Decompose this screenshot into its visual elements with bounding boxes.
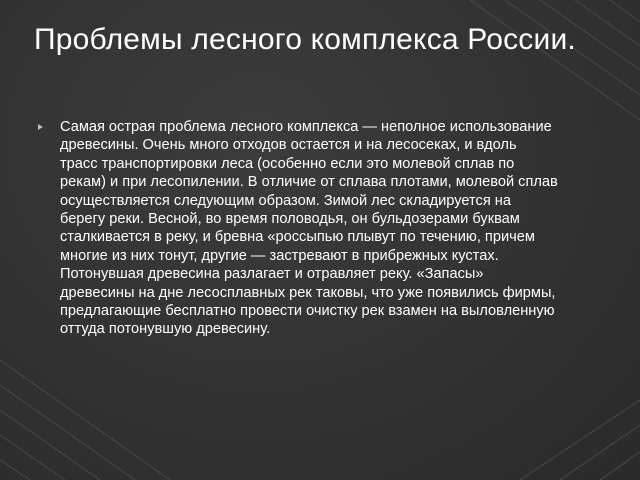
slide-content: [38, 118, 558, 339]
bullet-triangle-icon: [38, 124, 43, 130]
bullet-text: Самая острая проблема лесного комплекса — неполное использование древесины. Очень много отходов остается и на лесосеках, и вдоль трасс транспортировки леса (особенно если это молевой сплав по рекам) и при лесопилении. В отличие от сплава плотами, молевой сплав осуществляется следующим образом. Зимой лес складируется на берегу реки. Весной, во время половодья, он бульдозерами буквам сталкивается в реку, и бревна «россыпью плывут по течению, причем многие из них тонут, другие — застревают в прибрежных кустах. Потонувшая древесина разлагает и отравляет реку. «Запасы» древесины на дне лесосплавных рек таковы, что уже появились фирмы, предлагающие бесплатно провести очистку рек взамен на выловленную оттуда потонувшую древесину.: [60, 119, 558, 338]
bullet-item: [38, 118, 558, 339]
slide-title: Проблемы лесного комплекса России.: [34, 23, 576, 56]
bullet-list: [38, 118, 558, 339]
